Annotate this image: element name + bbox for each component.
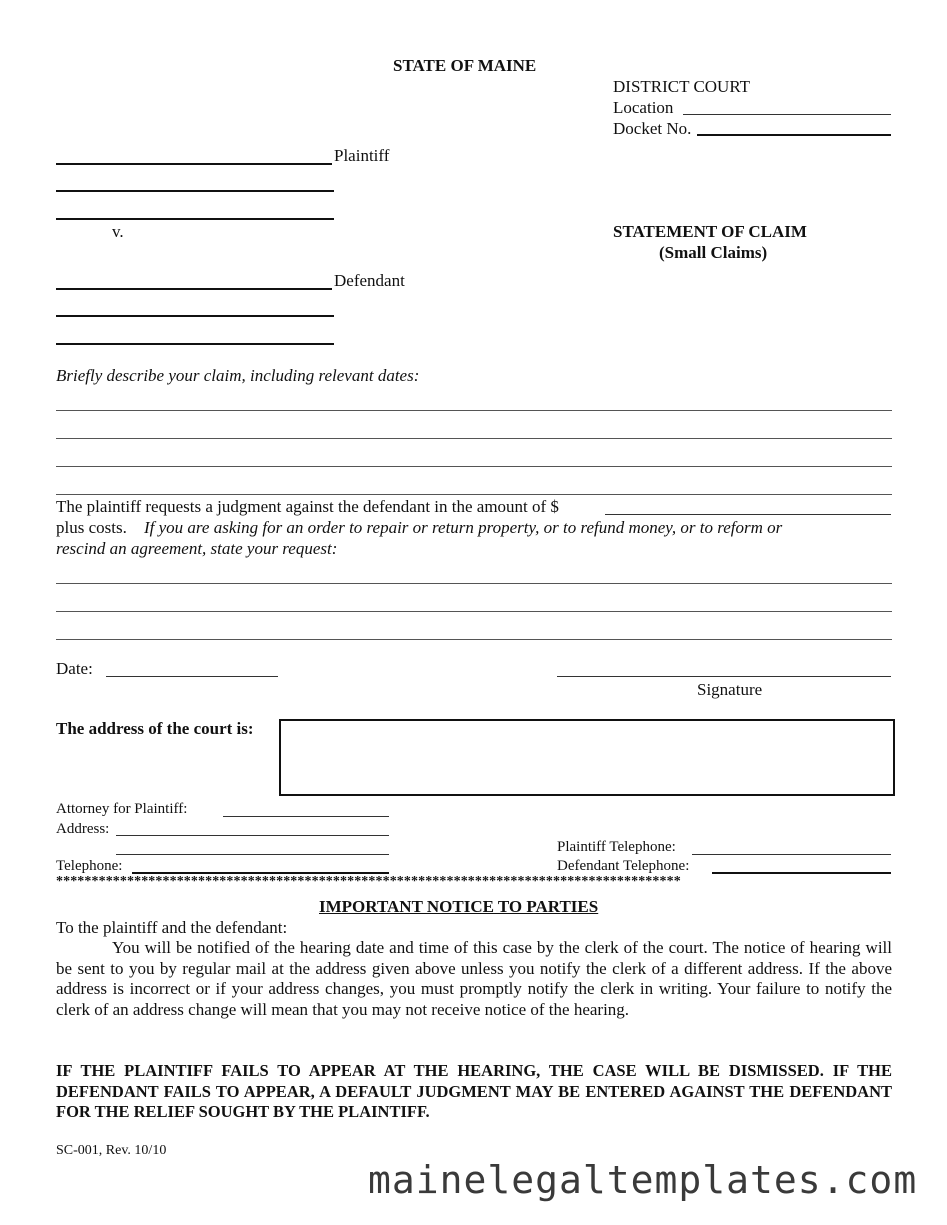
claim-line-1[interactable] bbox=[56, 410, 892, 411]
notice-heading: IMPORTANT NOTICE TO PARTIES bbox=[319, 897, 599, 916]
plus-costs-text: plus costs. bbox=[56, 518, 127, 537]
claim-line-2[interactable] bbox=[56, 438, 892, 439]
state-title: STATE OF MAINE bbox=[393, 56, 537, 75]
plaintiff-label: Plaintiff bbox=[334, 146, 390, 165]
date-label: Date: bbox=[56, 659, 93, 678]
form-subtitle: (Small Claims) bbox=[659, 243, 768, 262]
court-address-label: The address of the court is: bbox=[56, 719, 254, 738]
attorney-address-field-1[interactable] bbox=[116, 835, 389, 836]
plaintiff-telephone-label: Plaintiff Telephone: bbox=[557, 839, 676, 855]
date-field[interactable] bbox=[106, 676, 278, 677]
plaintiff-address-field-1[interactable] bbox=[56, 190, 334, 192]
location-label: Location bbox=[613, 98, 674, 117]
attorney-address-field-2[interactable] bbox=[116, 854, 389, 855]
request-line-1[interactable] bbox=[56, 583, 892, 584]
plaintiff-address-field-2[interactable] bbox=[56, 218, 334, 220]
address-label: Address: bbox=[56, 821, 110, 837]
plaintiff-telephone-field[interactable] bbox=[692, 854, 891, 855]
notice-warning: IF THE PLAINTIFF FAILS TO APPEAR AT THE HEARING, THE CASE WILL BE DISMISSED. IF THE DEFENDANT FAILS TO APPEAR, A DEFAULT JUDGMENT MAY BE ENTERED AGAINST THE DEFENDANT FOR THE RELIEF SOUGHT BY THE PLAINTIFF. bbox=[56, 1061, 892, 1121]
defendant-address-field-1[interactable] bbox=[56, 315, 334, 317]
telephone-label: Telephone: bbox=[56, 858, 123, 874]
watermark-text: mainelegaltemplates.com bbox=[368, 1158, 918, 1202]
notice-body: You will be notified of the hearing date and time of this case by the clerk of the court. The notice of hearing will be sent to you by regular mail at the address given above unless you notify the clerk of a different address. If the above address is incorrect or if your address changes, you must promptly notify the clerk in writing. Your failure to notify the clerk of an address change will mean that you may not receive notice of the hearing. bbox=[56, 938, 892, 1019]
versus-label: v. bbox=[112, 222, 124, 241]
court-name: DISTRICT COURT bbox=[613, 77, 751, 96]
signature-field[interactable] bbox=[557, 676, 891, 677]
form-title: STATEMENT OF CLAIM bbox=[613, 222, 807, 241]
form-number: SC-001, Rev. 10/10 bbox=[56, 1143, 167, 1158]
defendant-address-field-2[interactable] bbox=[56, 343, 334, 345]
describe-claim-prompt: Briefly describe your claim, including relevant dates: bbox=[56, 366, 420, 385]
attorney-label: Attorney for Plaintiff: bbox=[56, 801, 188, 817]
attorney-field[interactable] bbox=[223, 816, 389, 817]
claim-line-3[interactable] bbox=[56, 466, 892, 467]
defendant-telephone-label: Defendant Telephone: bbox=[557, 858, 690, 874]
docket-field[interactable] bbox=[697, 134, 891, 136]
location-field[interactable] bbox=[683, 114, 891, 115]
signature-label: Signature bbox=[697, 680, 763, 699]
defendant-label: Defendant bbox=[334, 271, 405, 290]
order-prompt-line-1: If you are asking for an order to repair or return property, or to refund money, or to reform or bbox=[144, 518, 783, 537]
docket-label: Docket No. bbox=[613, 119, 692, 138]
defendant-name-field[interactable] bbox=[56, 288, 332, 290]
notice-salutation: To the plaintiff and the defendant: bbox=[56, 918, 288, 937]
court-address-box[interactable] bbox=[279, 719, 895, 796]
judgment-amount-field[interactable] bbox=[605, 514, 891, 515]
claim-line-4[interactable] bbox=[56, 494, 892, 495]
request-line-2[interactable] bbox=[56, 611, 892, 612]
judgment-text: The plaintiff requests a judgment against the defendant in the amount of $ bbox=[56, 497, 559, 516]
order-prompt-line-2: rescind an agreement, state your request: bbox=[56, 539, 338, 558]
asterisk-separator: **************************************************************************************** bbox=[56, 874, 681, 889]
request-line-3[interactable] bbox=[56, 639, 892, 640]
plaintiff-name-field[interactable] bbox=[56, 163, 332, 165]
